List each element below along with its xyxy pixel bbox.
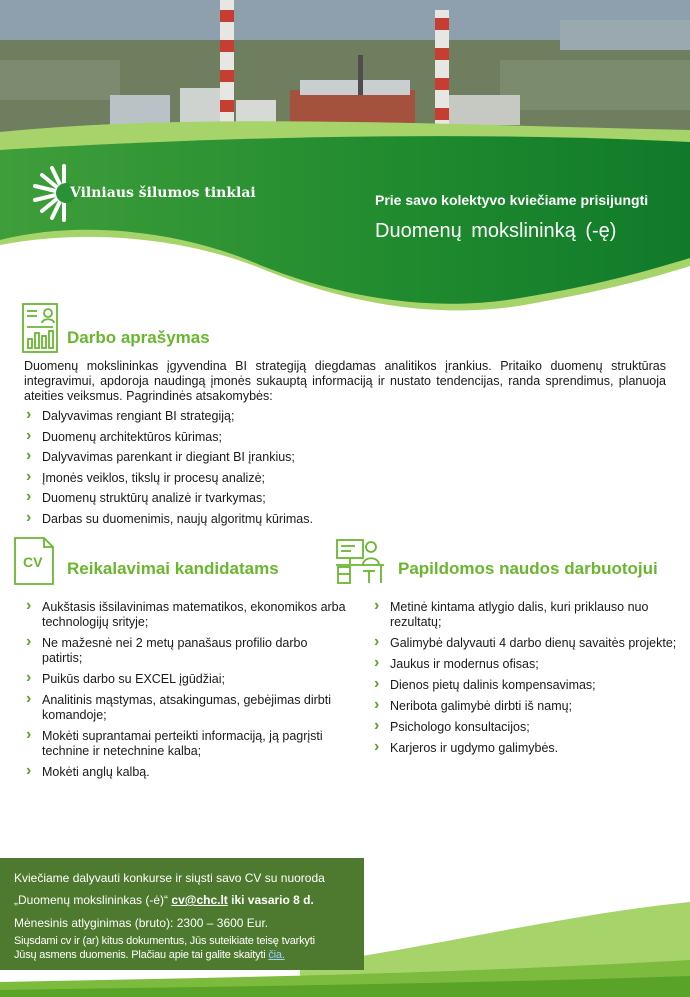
list-item: › Ne mažesnė nei 2 metų panašaus profilio darbo patirtis; — [24, 636, 346, 666]
list-item: › Duomenų struktūrų analizė ir tvarkymas; — [24, 491, 664, 506]
requirements-title: Reikalavimai kandidatams — [67, 559, 279, 578]
list-item: › Aukštasis išsilavinimas matematikos, ekonomikos arba technologijų srityje; — [24, 600, 346, 630]
report-chart-icon — [22, 303, 58, 353]
reference-text: „Duomenų mokslininkas (-ė)“ — [14, 893, 169, 907]
responsibilities-list — [24, 409, 664, 527]
apply-reference-line — [14, 893, 314, 907]
list-item: › Dienos pietų dalinis kompensavimas; — [372, 678, 684, 693]
list-item: › Dalyvavimas parenkant ir diegiant BI įrankius; — [24, 450, 664, 465]
job-description-title: Darbo aprašymas — [67, 328, 210, 347]
job-title: Duomenų mokslininką (-ę) — [375, 220, 617, 242]
invite-text: Prie savo kolektyvo kviečiame prisijungti — [375, 192, 649, 208]
deadline-text: iki vasario 8 d. — [231, 893, 314, 907]
list-item: › Metinė kintama atlygio dalis, kuri priklauso nuo rezultatų; — [372, 600, 684, 630]
salary-text: Mėnesinis atlyginimas (bruto): 2300 – 3600 Eur. — [14, 916, 269, 930]
brand-name: Vilniaus šilumos tinklai — [70, 185, 256, 201]
privacy-text-2-label: Jūsų asmens duomenis. Plačiau apie tai galite skaityti — [14, 949, 266, 961]
cv-icon-text: CV — [23, 554, 43, 570]
list-item: › Analitinis mąstymas, atsakingumas, gebėjimas dirbti komandoje; — [24, 693, 346, 723]
list-item: › Neribota galimybė dirbti iš namų; — [372, 699, 684, 714]
email-link[interactable]: cv@chc.lt — [171, 893, 228, 907]
benefits-title: Papildomos naudos darbuotojui — [398, 559, 658, 578]
job-description-paragraph: Duomenų mokslininkas įgyvendina BI strategiją diegdamas analitikos įrankius. Pritaiko duomenų struktūras integravimui, apdoroja naudingą įmonės sukauptą informaciją ir nustato tendencijas, randa sprendimus, planuoja ateities veiksmus. Pagrindinės atsakomybės: — [24, 359, 666, 403]
privacy-text-1: Siųsdami cv ir (ar) kitus dokumentus, Jūs suteikiate teisę tvarkyti — [14, 935, 315, 947]
benefits-list — [372, 600, 684, 756]
list-item: › Darbas su duomenimis, naujų algoritmų kūrimas. — [24, 512, 664, 527]
list-item: › Įmonės veiklos, tikslų ir procesų analizė; — [24, 471, 664, 486]
privacy-text-2 — [14, 949, 285, 961]
list-item: › Jaukus ir modernus ofisas; — [372, 657, 684, 672]
list-item: › Dalyvavimas rengiant BI strategiją; — [24, 409, 664, 424]
requirements-list — [24, 600, 346, 780]
list-item: › Psichologo konsultacijos; — [372, 720, 684, 735]
list-item: › Mokėti anglų kalbą. — [24, 765, 346, 780]
list-item: › Puikūs darbo su EXCEL įgūdžiai; — [24, 672, 346, 687]
cv-document-icon — [14, 537, 54, 585]
list-item: › Mokėti suprantamai perteikti informaciją, ją pagrįsti technine ir netechnine kalba; — [24, 729, 346, 759]
privacy-link[interactable]: čia. — [268, 949, 285, 961]
list-item: › Karjeros ir ugdymo galimybės. — [372, 741, 684, 756]
list-item: › Galimybė dalyvauti 4 darbo dienų savaitės projekte; — [372, 636, 684, 651]
application-info-box — [0, 858, 364, 970]
list-item: › Duomenų architektūros kūrimas; — [24, 430, 664, 445]
office-desk-icon — [335, 537, 385, 585]
apply-text: Kviečiame dalyvauti konkurse ir siųsti savo CV su nuoroda — [14, 871, 325, 885]
